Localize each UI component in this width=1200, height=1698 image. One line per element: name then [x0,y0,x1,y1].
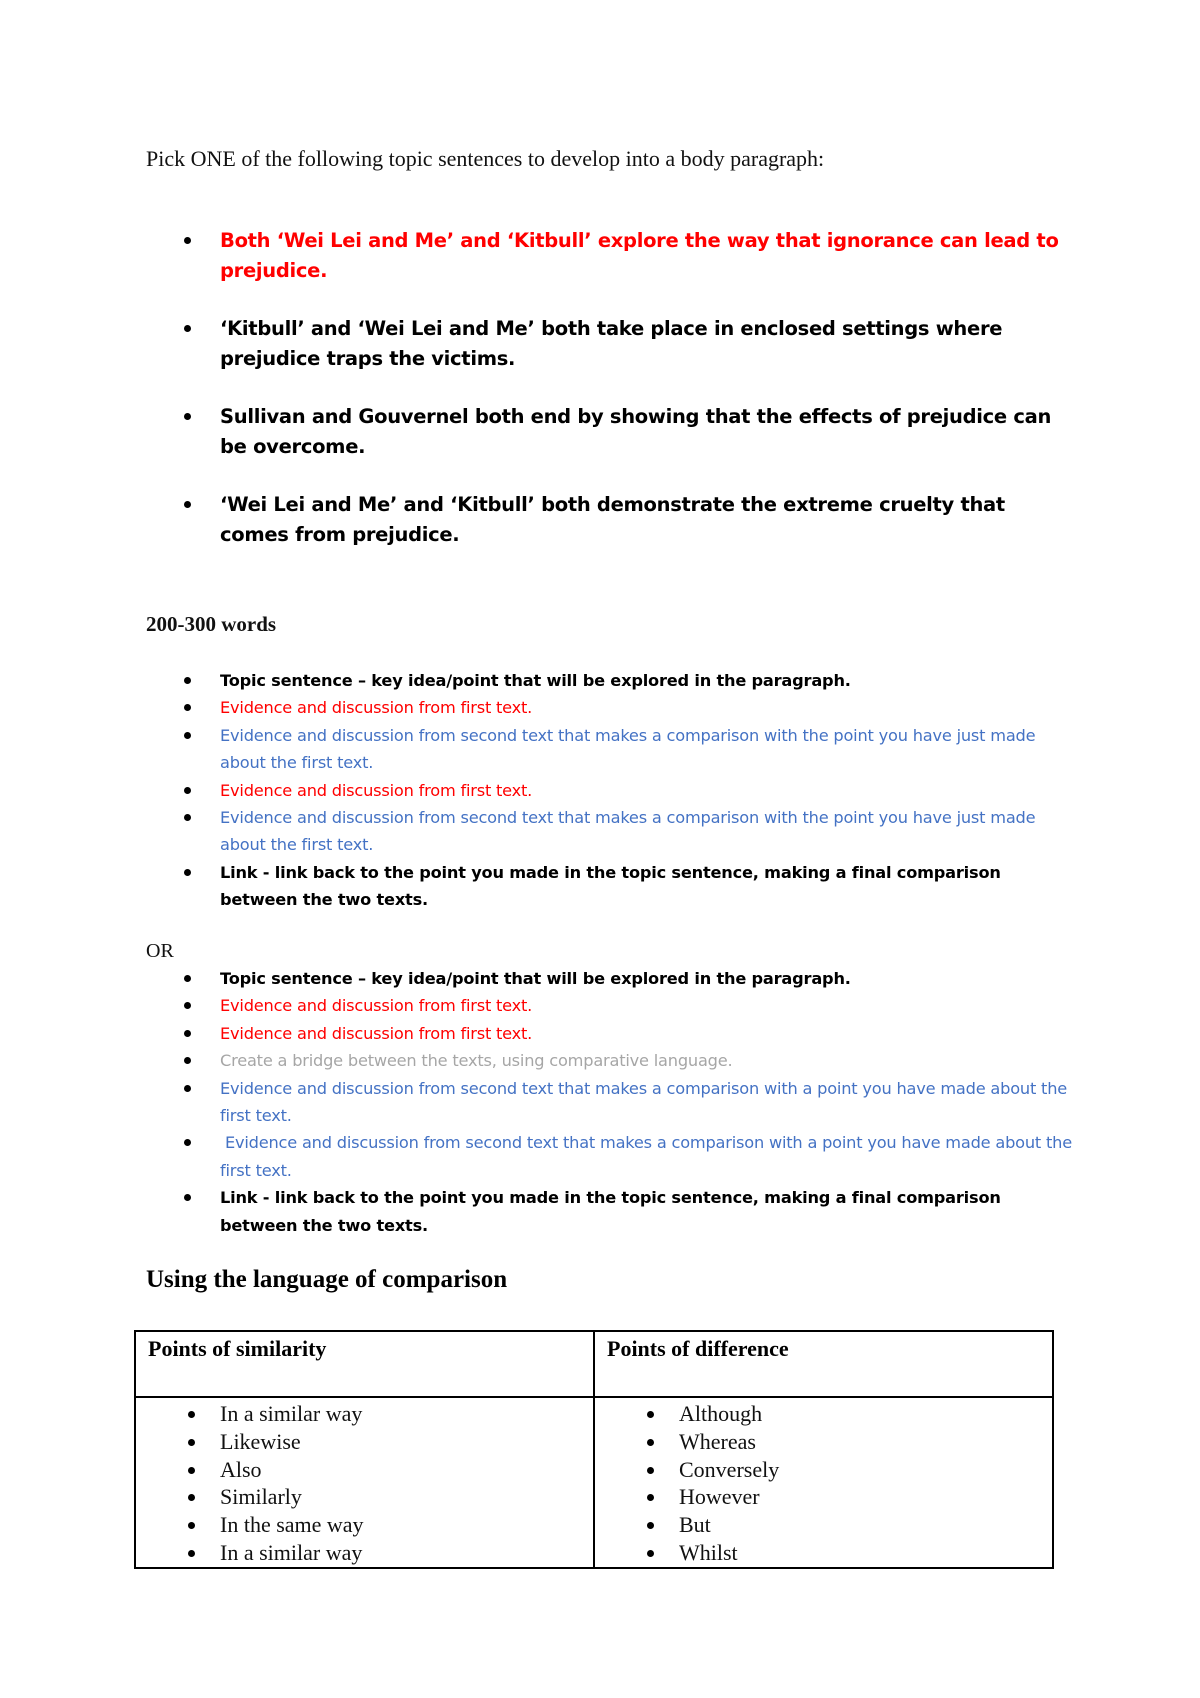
bullet-icon [647,1522,654,1529]
structure-step: Evidence and discussion from second text that makes a comparison with the point you have just made about the first text. [220,804,1080,859]
word-count-label: 200-300 words [146,612,277,636]
table-header-row [135,1331,1053,1397]
list-item: In a similar way [220,1400,593,1428]
bullet-icon [184,1002,191,1009]
difference-cell [594,1397,1053,1568]
list-item: Whilst [679,1539,1052,1567]
paragraph-structure-list-a [0,667,1200,914]
list-item: Whereas [679,1428,1052,1456]
paragraph-structure-list-b [0,965,1200,1239]
structure-step: Create a bridge between the texts, using comparative language. [220,1047,1080,1074]
list-item: In the same way [220,1511,593,1539]
bullet-icon [184,677,191,684]
bullet-icon [188,1550,195,1557]
difference-list [595,1398,1052,1567]
structure-step: Evidence and discussion from second text that makes a comparison with the point you have just made about the first text. [220,722,1080,777]
topic-sentence-item: ‘Wei Lei and Me’ and ‘Kitbull’ both demonstrate the extreme cruelty that comes from prejudice. [220,490,1080,550]
bullet-icon [184,732,191,739]
bullet-icon [184,413,191,420]
bullet-icon [184,787,191,794]
bullet-icon [184,1139,191,1146]
bullet-icon [647,1439,654,1446]
similarity-list [136,1398,593,1567]
bullet-icon [188,1467,195,1474]
bullet-icon [647,1411,654,1418]
bullet-icon [184,814,191,821]
list-item: In a similar way [220,1539,593,1567]
section-heading: Using the language of comparison [146,1266,508,1293]
similarity-header: Points of similarity [135,1331,594,1397]
bullet-icon [647,1467,654,1474]
bullet-icon [647,1494,654,1501]
bullet-icon [184,237,191,244]
list-item: Likewise [220,1428,593,1456]
bullet-icon [184,325,191,332]
structure-step: Evidence and discussion from second text that makes a comparison with a point you have made about the first text. [220,1075,1080,1130]
bullet-icon [184,1085,191,1092]
instructions-text: Pick ONE of the following topic sentences to develop into a body paragraph: [146,146,825,171]
bullet-icon [184,975,191,982]
list-item: Similarly [220,1483,593,1511]
comparison-table [134,1330,1054,1569]
bullet-icon [188,1494,195,1501]
list-item: Also [220,1456,593,1484]
table-row [135,1397,1053,1568]
list-item: However [679,1483,1052,1511]
or-label: OR [146,940,174,962]
bullet-icon [184,704,191,711]
bullet-icon [184,869,191,876]
topic-sentence-item: Both ‘Wei Lei and Me’ and ‘Kitbull’ explore the way that ignorance can lead to prejudice. [220,226,1080,286]
structure-step: Evidence and discussion from second text that makes a comparison with a point you have made about the first text. [220,1129,1080,1184]
structure-step: Topic sentence – key idea/point that will be explored in the paragraph. [220,965,1080,992]
structure-step: Topic sentence – key idea/point that will be explored in the paragraph. [220,667,1080,694]
structure-step: Link - link back to the point you made in the topic sentence, making a final comparison between the two texts. [220,859,1080,914]
bullet-icon [184,501,191,508]
similarity-cell [135,1397,594,1568]
bullet-icon [188,1411,195,1418]
topic-sentence-item: Sullivan and Gouvernel both end by showing that the effects of prejudice can be overcome. [220,402,1080,462]
bullet-icon [647,1550,654,1557]
bullet-icon [184,1194,191,1201]
bullet-icon [184,1057,191,1064]
structure-step: Link - link back to the point you made in the topic sentence, making a final comparison between the two texts. [220,1184,1080,1239]
bullet-icon [184,1030,191,1037]
structure-step: Evidence and discussion from first text. [220,1020,1080,1047]
bullet-icon [188,1522,195,1529]
topic-sentence-item: ‘Kitbull’ and ‘Wei Lei and Me’ both take place in enclosed settings where prejudice traps the victims. [220,314,1080,374]
structure-step: Evidence and discussion from first text. [220,777,1080,804]
list-item: But [679,1511,1052,1539]
structure-step: Evidence and discussion from first text. [220,694,1080,721]
bullet-icon [188,1439,195,1446]
topic-sentence-list [0,226,1200,578]
list-item: Although [679,1400,1052,1428]
difference-header: Points of difference [594,1331,1053,1397]
structure-step: Evidence and discussion from first text. [220,992,1080,1019]
list-item: Conversely [679,1456,1052,1484]
